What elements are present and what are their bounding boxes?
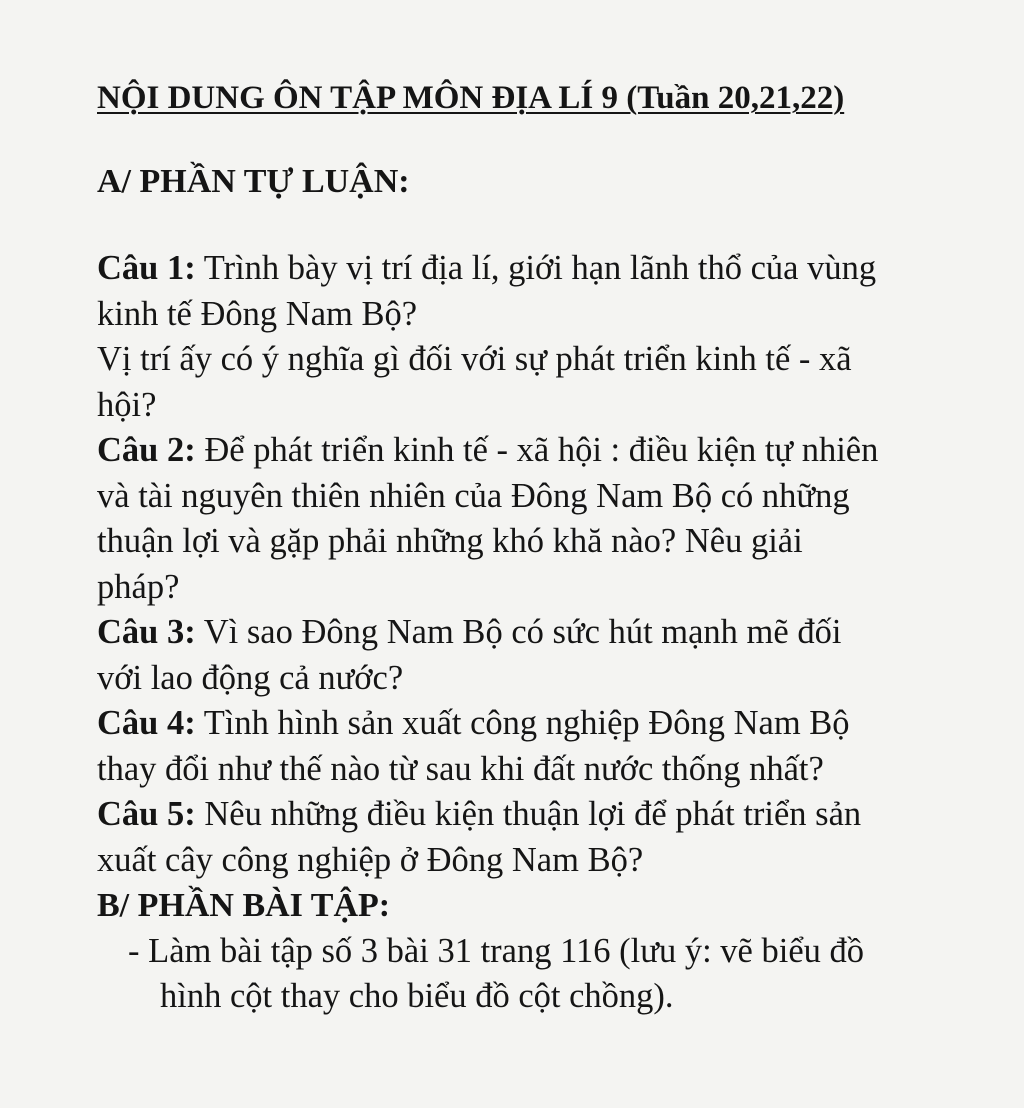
question-text: Vị trí ấy có ý nghĩa gì đối với sự phát triển kinh tế - xã [97, 340, 852, 378]
question-2 [97, 428, 964, 610]
question-3 [97, 610, 964, 701]
question-text: với lao động cả nước? [97, 658, 404, 697]
question-text: kinh tế Đông Nam Bộ? [97, 294, 418, 333]
question-text: hội? [97, 385, 157, 424]
question-label: Câu 5: [97, 795, 196, 833]
question-text: xuất cây công nghiệp ở Đông Nam Bộ? [97, 840, 644, 879]
question-line [97, 428, 964, 474]
question-text: Tình hình sản xuất công nghiệp Đông Nam Bộ [195, 704, 850, 742]
exercise-text: hình cột thay cho biểu đồ cột chồng). [160, 977, 674, 1015]
section-b-heading: B/ PHẦN BÀI TẬP: [97, 887, 391, 924]
question-text: Vì sao Đông Nam Bộ có sức hút mạnh mẽ đối [195, 613, 842, 651]
question-line [97, 792, 964, 838]
question-label: Câu 3: [97, 613, 196, 651]
question-5 [97, 792, 964, 883]
exercise-text: - Làm bài tập số 3 bài 31 trang 116 (lưu ý: vẽ biểu đồ [128, 931, 865, 970]
question-text: thay đổi như thế nào từ sau khi đất nước thống nhất? [97, 749, 824, 788]
question-4 [97, 701, 964, 792]
question-text: pháp? [97, 567, 180, 606]
question-1 [97, 246, 964, 428]
question-text: Để phát triển kinh tế - xã hội : điều kiện tự nhiên [195, 431, 879, 469]
question-text: và tài nguyên thiên nhiên của Đông Nam Bộ có những [97, 476, 850, 515]
question-text: thuận lợi và gặp phải những khó khă nào? Nêu giải [97, 522, 803, 560]
question-line [97, 701, 964, 747]
question-label: Câu 4: [97, 704, 196, 742]
question-label: Câu 1: [97, 249, 196, 287]
section-a-heading: A/ PHẦN TỰ LUẬN: [97, 163, 410, 200]
question-label: Câu 2: [97, 431, 196, 469]
question-line [97, 610, 964, 656]
questions-list [97, 246, 964, 883]
document-title: NỘI DUNG ÔN TẬP MÔN ĐỊA LÍ 9 (Tuần 20,21,22) [97, 80, 845, 116]
question-line [97, 246, 964, 292]
question-text: Nêu những điều kiện thuận lợi để phát triển sản [195, 795, 862, 833]
exercise-item [97, 929, 964, 1020]
question-text: Trình bày vị trí địa lí, giới hạn lãnh thổ của vùng [195, 249, 877, 287]
